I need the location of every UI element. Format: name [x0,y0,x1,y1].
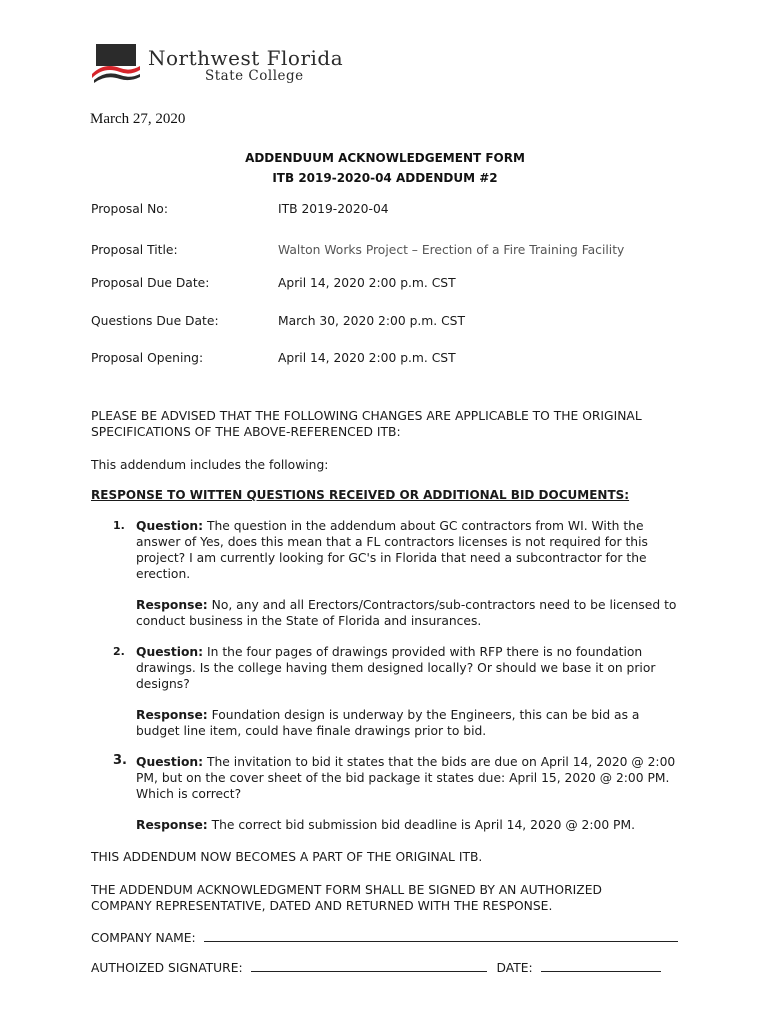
company-name-row [91,930,678,945]
response-label: Response: [136,598,208,612]
signature-row [91,960,661,975]
response-label: Response: [136,708,208,722]
question-text: The question in the addendum about GC contractors from WI. With the answer of Yes, does this mean that a FL contractors licenses is not required for this project? I am currently looking for GC's in Florida that need a subcontractor for the erection. [136,519,648,581]
response-1 [136,597,686,629]
date-field[interactable] [541,960,661,972]
signature-field[interactable] [251,960,487,972]
college-name-line2: State College [205,68,304,84]
includes-text: This addendum includes the following: [91,458,329,472]
signature-label: AUTHOIZED SIGNATURE: [91,961,243,975]
question-label: Question: [136,519,204,533]
detail-label: Proposal Opening: [91,351,204,365]
response-3 [136,817,686,833]
qa-number: 3. [113,753,127,768]
response-text: No, any and all Erectors/Contractors/sub-contractors need to be licensed to conduct business in the State of Florida and insurances. [136,598,677,628]
closing-statement: THIS ADDENDUM NOW BECOMES A PART OF THE ORIGINAL ITB. [91,850,483,864]
detail-label: Proposal No: [91,202,168,216]
detail-value: ITB 2019-2020-04 [278,202,389,216]
question-3 [136,754,686,802]
closing-instructions: THE ADDENDUM ACKNOWLEDGMENT FORM SHALL BE SIGNED BY AN AUTHORIZED COMPANY REPRESENTATIVE, DATED AND RETURNED WITH THE RESPONSE. [91,883,602,913]
response-2 [136,707,686,739]
response-text: Foundation design is underway by the Engineers, this can be bid as a budget line item, could have finale drawings prior to bid. [136,708,640,738]
company-name-field[interactable] [204,930,678,942]
response-label: Response: [136,818,208,832]
date-label: DATE: [496,961,533,975]
detail-label: Questions Due Date: [91,314,219,328]
form-title-line2: ITB 2019-2020-04 ADDENDUM #2 [272,171,498,185]
college-name-line1: Northwest Florida [148,46,344,70]
question-2 [136,644,686,692]
question-label: Question: [136,755,204,769]
company-name-label: COMPANY NAME: [91,931,196,945]
question-text: The invitation to bid it states that the bids are due on April 14, 2020 @ 2:00 PM, but on the cover sheet of the bid package it states due: April 15, 2020 @ 2:00 PM. Which is correct? [136,755,676,801]
section-heading: RESPONSE TO WITTEN QUESTIONS RECEIVED OR ADDITIONAL BID DOCUMENTS: [91,488,630,502]
detail-value: Walton Works Project – Erection of a Fire Training Facility [278,243,625,257]
form-title-line1: ADDENDUUM ACKNOWLEDGEMENT FORM [245,151,525,165]
document-date: March 27, 2020 [90,111,186,127]
question-text: In the four pages of drawings provided with RFP there is no foundation drawings. Is the college having them designed locally? Or should we base it on prior designs? [136,645,656,691]
detail-value: March 30, 2020 2:00 p.m. CST [278,314,465,328]
question-label: Question: [136,645,204,659]
college-logo [90,44,390,88]
detail-label: Proposal Due Date: [91,276,210,290]
response-text: The correct bid submission bid deadline is April 14, 2020 @ 2:00 PM. [207,818,635,832]
question-1 [136,518,686,582]
detail-value: April 14, 2020 2:00 p.m. CST [278,276,456,290]
qa-number: 2. [113,645,125,658]
detail-label: Proposal Title: [91,243,178,257]
detail-value: April 14, 2020 2:00 p.m. CST [278,351,456,365]
advisory-text: PLEASE BE ADVISED THAT THE FOLLOWING CHANGES ARE APPLICABLE TO THE ORIGINAL SPECIFICATIONS OF THE ABOVE-REFERENCED ITB: [91,409,642,439]
college-logo-icon [90,44,142,84]
qa-number: 1. [113,519,125,532]
